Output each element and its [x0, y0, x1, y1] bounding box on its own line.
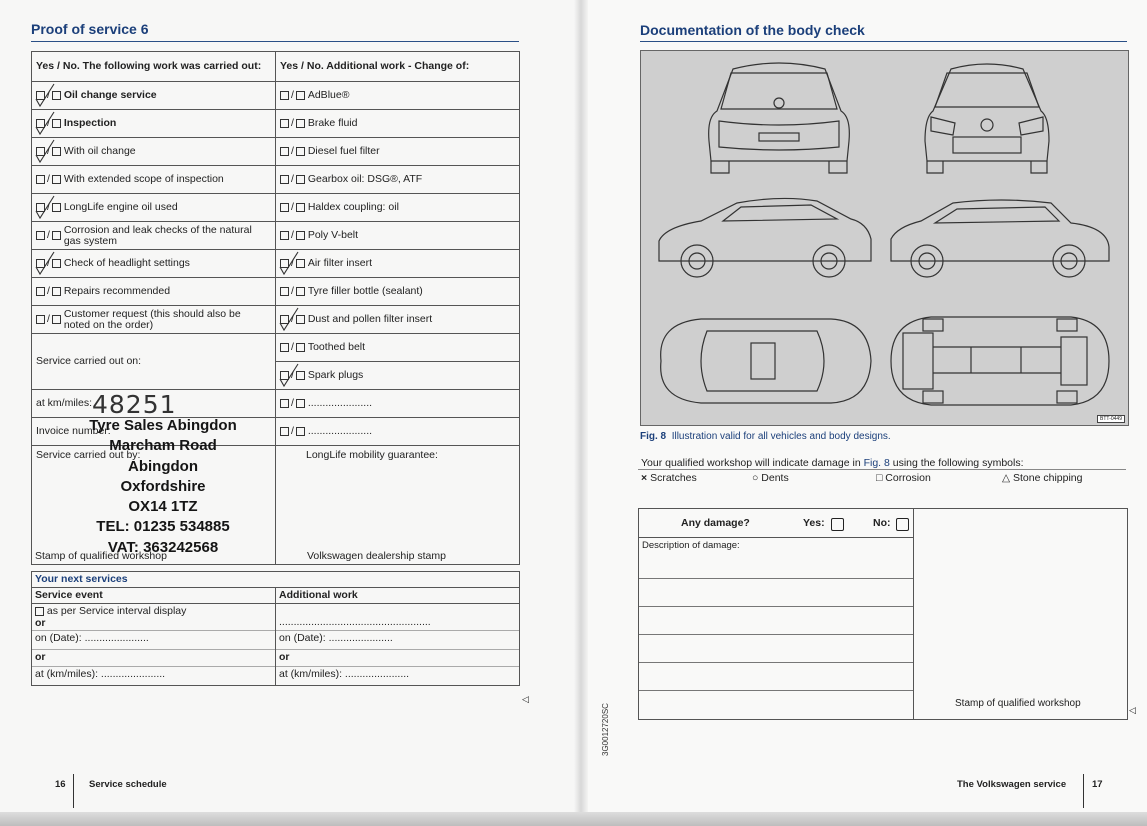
handwritten-tick-icon — [278, 362, 300, 388]
additional-cell: / Diesel fuel filter — [276, 138, 520, 166]
additional-dots-cell — [276, 604, 520, 631]
damage-yes-checkbox[interactable] — [831, 518, 844, 531]
description-line[interactable] — [639, 578, 913, 579]
additional-cell: / Air filter insert — [276, 250, 520, 278]
handwritten-tick-icon — [34, 250, 56, 276]
stamp-line: Oxfordshire — [120, 477, 206, 495]
car-outline-illustration — [641, 51, 1128, 425]
yes-checkbox[interactable] — [280, 175, 289, 184]
stamp-line: Marcham Road — [109, 437, 217, 455]
page-bottom-shadow — [0, 812, 1147, 826]
additional-dots: .................................................... — [279, 616, 431, 628]
carried-out-by-label: Service carried out by: — [36, 449, 141, 461]
footer-page-number: 16 — [55, 779, 66, 790]
additional-cell: / Poly V-belt — [276, 222, 520, 250]
toothed-belt-label: Toothed belt — [307, 340, 366, 353]
on-date-right: on (Date): ...................... — [276, 631, 520, 650]
description-label: Description of damage: — [642, 540, 740, 551]
additional-cell: / Brake fluid — [276, 110, 520, 138]
right-title-rule — [640, 41, 1127, 42]
additional-work-header: Additional work — [276, 588, 520, 604]
description-line[interactable] — [639, 606, 913, 607]
symbol-dents — [752, 472, 789, 484]
no-label: No: — [873, 517, 891, 529]
yes-checkbox[interactable] — [280, 343, 289, 352]
no-checkbox[interactable] — [296, 91, 305, 100]
left-work-label: Customer request (this should also be noted on the order) — [63, 307, 241, 331]
work-cell: / Inspection — [32, 110, 276, 138]
right-work-label: Tyre filler bottle (sealant) — [307, 284, 423, 297]
invoice-label: Invoice number: — [36, 425, 111, 437]
yes-label: Yes: — [803, 517, 825, 529]
right-page-title: Documentation of the body check — [640, 22, 865, 38]
stamp-line: OX14 1TZ — [128, 498, 198, 516]
yes-checkbox[interactable] — [280, 147, 289, 156]
no-checkbox[interactable] — [52, 175, 61, 184]
right-work-label: Air filter insert — [307, 256, 373, 269]
no-checkbox[interactable] — [296, 343, 305, 352]
work-cell: / Check of headlight settings — [32, 250, 276, 278]
no-checkbox[interactable] — [52, 287, 61, 296]
stamp-line: Abingdon — [128, 457, 198, 475]
service-date-cell — [32, 334, 276, 390]
figure-code: BTT-0449 — [1097, 415, 1125, 423]
right-footer-section: The Volkswagen service — [957, 779, 1067, 790]
handwritten-mileage: 48251 — [92, 390, 177, 419]
triangle-right-icon: ◁ — [1129, 705, 1136, 715]
yes-checkbox[interactable] — [280, 231, 289, 240]
description-line[interactable] — [639, 690, 913, 691]
instruction-text — [641, 457, 1024, 469]
instruction-pre: Your qualified workshop will indicate damage in — [641, 457, 864, 469]
work-cell: / LongLife engine oil used — [32, 194, 276, 222]
on-date-left: on (Date): ...................... — [32, 631, 276, 650]
left-work-label: Check of headlight settings — [63, 256, 190, 269]
km-label: at km/miles: — [36, 397, 93, 409]
left-work-label: LongLife engine oil used — [63, 200, 178, 213]
additional-cell: / Dust and pollen filter insert — [276, 306, 520, 334]
work-cell: / Customer request (this should also be noted on the order) — [32, 306, 276, 334]
work-cell: / With extended scope of inspection — [32, 166, 276, 194]
spark-plugs-cell: / Spark plugs — [276, 362, 520, 390]
service-row — [32, 278, 520, 306]
description-line[interactable] — [639, 634, 913, 635]
stone-chipping-label: Stone chipping — [1013, 472, 1083, 484]
symbol-corrosion — [876, 472, 931, 484]
dents-label: Dents — [761, 472, 789, 484]
yes-checkbox[interactable] — [280, 287, 289, 296]
col1-header: Yes / No. The following work was carried out: — [32, 52, 276, 82]
no-checkbox[interactable] — [296, 119, 305, 128]
service-carried-out-on-label: Service carried out on: — [36, 355, 142, 367]
service-row — [32, 306, 520, 334]
right-footer-divider — [1083, 774, 1084, 808]
figure-caption — [640, 431, 891, 442]
or-left: or — [32, 650, 276, 667]
scratches-label: Scratches — [650, 472, 697, 484]
as-per-label: as per Service interval display — [46, 605, 187, 617]
right-work-label: Haldex coupling: oil — [307, 200, 399, 213]
additional-cell: / Tyre filler bottle (sealant) — [276, 278, 520, 306]
service-row — [32, 194, 520, 222]
no-checkbox[interactable] — [296, 427, 305, 436]
damage-divider — [913, 509, 914, 719]
title-rule — [31, 41, 519, 42]
work-cell: / Repairs recommended — [32, 278, 276, 306]
no-checkbox[interactable] — [296, 231, 305, 240]
service-row — [32, 222, 520, 250]
stone-chip-icon: △ — [1002, 472, 1011, 484]
no-checkbox[interactable] — [296, 203, 305, 212]
no-checkbox[interactable] — [52, 231, 61, 240]
handwritten-tick-icon — [34, 82, 56, 108]
symbol-stone-chipping — [1002, 472, 1082, 484]
longlife-label: LongLife mobility guarantee: — [306, 449, 438, 461]
left-work-label: Inspection — [63, 116, 117, 129]
extra-cell-1: / ...................... — [276, 390, 520, 418]
service-row — [32, 166, 520, 194]
handwritten-tick-icon — [278, 306, 300, 332]
left-work-label: Oil change service — [63, 88, 157, 101]
workshop-stamp-field: Stamp of qualified workshop — [955, 698, 1081, 709]
next-services-title: Your next services — [32, 572, 520, 588]
workshop-stamp-label: Stamp of qualified workshop — [35, 550, 167, 562]
corrosion-icon: □ — [876, 472, 883, 484]
right-work-label: Brake fluid — [307, 116, 358, 129]
additional-cell: / Haldex coupling: oil — [276, 194, 520, 222]
handwritten-tick-icon — [34, 138, 56, 164]
description-line[interactable] — [639, 662, 913, 663]
stamp-line: VAT: 363242568 — [107, 538, 219, 556]
service-row — [32, 110, 520, 138]
yes-checkbox[interactable] — [36, 315, 45, 324]
right-work-label: Diesel fuel filter — [307, 144, 380, 157]
left-work-label: Repairs recommended — [63, 284, 171, 297]
right-work-label: Gearbox oil: DSG®, ATF — [307, 172, 423, 185]
stamp-line: Tyre Sales Abingdon — [89, 417, 237, 434]
next-services-table — [31, 571, 520, 686]
extra-cell-2: / ...................... — [276, 418, 520, 446]
damage-no-checkbox[interactable] — [896, 518, 909, 531]
damage-form — [638, 508, 1128, 720]
handwritten-tick-icon — [34, 194, 56, 220]
extra-dots-1: ...................... — [307, 397, 373, 409]
any-damage-header — [639, 509, 914, 538]
no-checkbox[interactable] — [52, 315, 61, 324]
work-cell: / Corrosion and leak checks of the natural gas system — [32, 222, 276, 250]
left-work-label: Corrosion and leak checks of the natural gas system — [63, 223, 252, 247]
dent-icon: ○ — [752, 472, 759, 484]
triangle-left-icon: ◁ — [522, 694, 529, 704]
footer-section: Service schedule — [89, 779, 167, 790]
handwritten-tick-icon — [34, 110, 56, 136]
figure-link[interactable]: Fig. 8 — [863, 457, 890, 469]
toothed-belt-cell: / Toothed belt — [276, 334, 520, 362]
yes-checkbox[interactable] — [280, 427, 289, 436]
at-km-left: at (km/miles): ...................... — [32, 667, 276, 686]
no-checkbox[interactable] — [296, 147, 305, 156]
right-footer-page-number: 17 — [1092, 779, 1103, 790]
right-work-label: AdBlue® — [307, 88, 350, 101]
handwritten-tick-icon — [278, 250, 300, 276]
yes-checkbox[interactable] — [280, 399, 289, 408]
additional-cell: / AdBlue® — [276, 82, 520, 110]
yes-checkbox[interactable] — [280, 203, 289, 212]
or-right: or — [276, 650, 520, 667]
service-event-header: Service event — [32, 588, 276, 604]
or-label: or — [35, 617, 46, 629]
col2-header: Yes / No. Additional work - Change of: — [276, 52, 520, 82]
left-work-label: With oil change — [63, 144, 136, 157]
no-checkbox[interactable] — [296, 399, 305, 408]
yes-checkbox[interactable] — [36, 175, 45, 184]
figure-caption-text: Illustration valid for all vehicles and body designs. — [671, 431, 891, 442]
as-per-cell — [32, 604, 276, 631]
figure-label: Fig. 8 — [640, 431, 667, 442]
work-cell: / With oil change — [32, 138, 276, 166]
workshop-stamp — [88, 416, 238, 558]
side-code: 3G0012720SC — [601, 703, 610, 756]
no-checkbox[interactable] — [296, 287, 305, 296]
scratch-icon: × — [641, 472, 648, 484]
extra-dots-2: ...................... — [307, 425, 373, 437]
at-km-right: at (km/miles): ...................... — [276, 667, 520, 686]
work-cell: / Oil change service — [32, 82, 276, 110]
service-row — [32, 250, 520, 278]
vehicle-diagram — [640, 50, 1129, 426]
service-row — [32, 82, 520, 110]
instruction-post: using the following symbols: — [889, 457, 1024, 469]
yes-checkbox[interactable] — [36, 287, 45, 296]
yes-checkbox[interactable] — [36, 231, 45, 240]
left-work-label: With extended scope of inspection — [63, 172, 224, 185]
as-per-checkbox[interactable] — [35, 607, 44, 616]
instruction-rule — [638, 469, 1126, 470]
book-gutter — [574, 0, 588, 816]
yes-checkbox[interactable] — [280, 119, 289, 128]
footer-divider — [73, 774, 74, 808]
service-row — [32, 138, 520, 166]
dealer-stamp-label: Volkswagen dealership stamp — [307, 550, 446, 562]
longlife-cell — [276, 446, 520, 565]
symbol-scratches — [641, 472, 697, 484]
yes-checkbox[interactable] — [280, 91, 289, 100]
corrosion-label: Corrosion — [885, 472, 931, 484]
stamp-line: TEL: 01235 534885 — [96, 518, 230, 536]
right-work-label: Poly V-belt — [307, 228, 359, 241]
no-checkbox[interactable] — [296, 175, 305, 184]
page-title: Proof of service 6 — [31, 21, 149, 37]
additional-cell: / Gearbox oil: DSG®, ATF — [276, 166, 520, 194]
spark-plugs-label: Spark plugs — [307, 368, 364, 381]
any-damage-label: Any damage? — [681, 517, 750, 529]
right-work-label: Dust and pollen filter insert — [307, 312, 433, 325]
